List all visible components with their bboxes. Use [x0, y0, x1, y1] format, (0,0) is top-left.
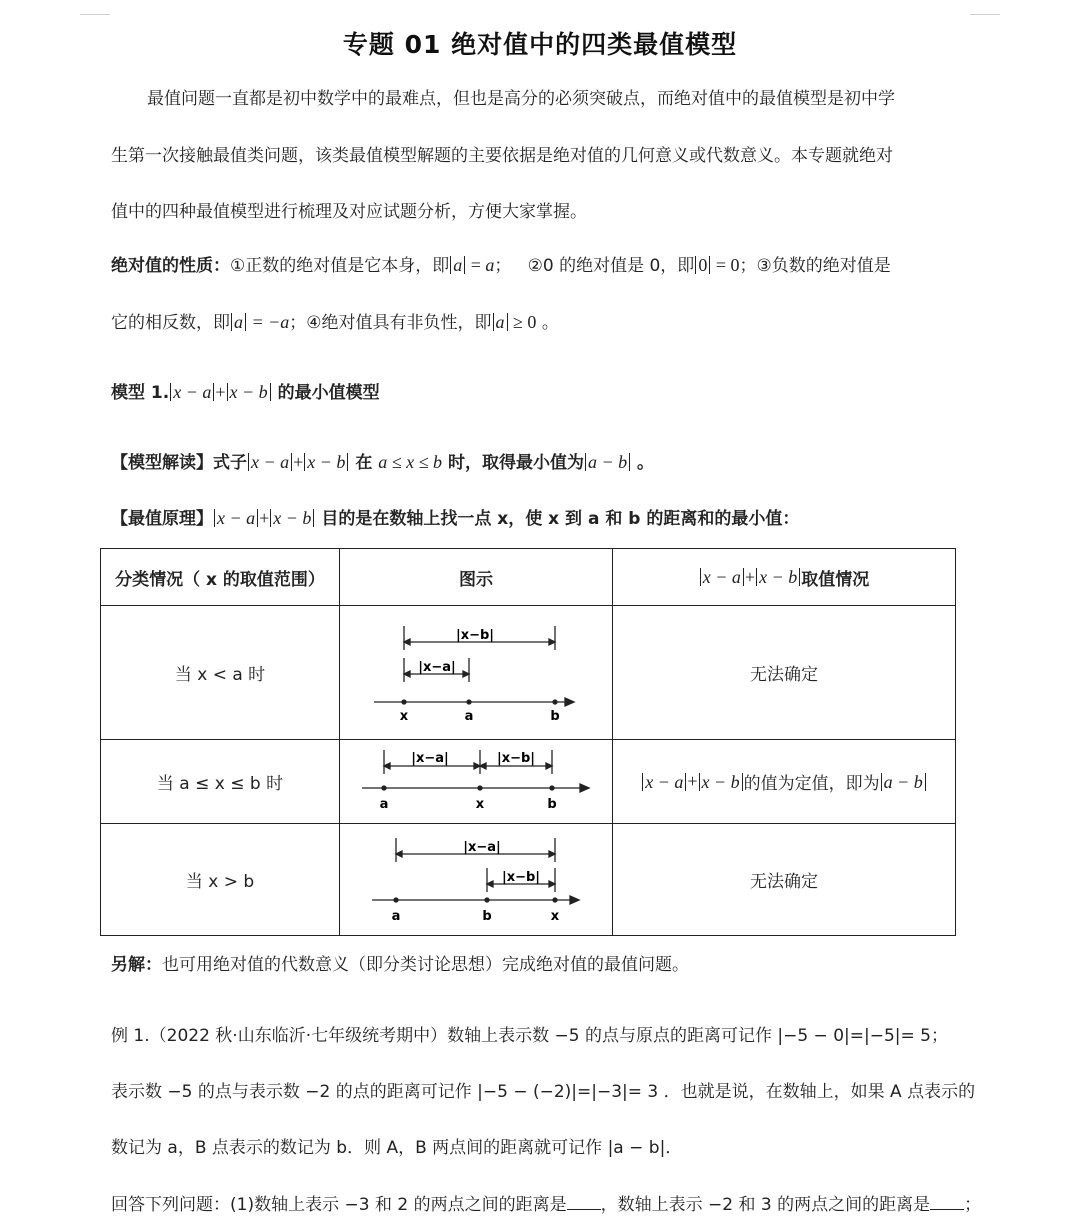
point-x-label: x: [550, 909, 560, 924]
point-b-label: b: [482, 909, 492, 924]
properties-label: 绝对值的性质：: [111, 256, 230, 276]
page-corner-mark-left: [80, 14, 110, 15]
label-x-minus-b: |x−b|: [455, 628, 495, 643]
abs-x-minus-a: x − a: [248, 453, 292, 471]
abs-a-minus-b: a − b: [881, 773, 926, 791]
label-x-minus-b: |x−b|: [496, 751, 536, 766]
page-corner-mark-right: [970, 14, 1000, 15]
semicolon: ；: [964, 1195, 982, 1215]
table-row-1-diagram: [340, 606, 612, 739]
table-header-diagram: 图示: [459, 569, 493, 590]
point-x-label: x: [475, 797, 485, 812]
abs-x-minus-b: x − b: [699, 773, 743, 791]
label-x-minus-a: |x−a|: [418, 660, 456, 675]
model-principle: [111, 507, 799, 530]
math-a: a: [485, 255, 495, 275]
abs-x-minus-a: x − a: [642, 773, 686, 791]
table-row-3-diagram: [340, 824, 612, 935]
question-text: ，数轴上表示 −2 和 3 的两点之间的距离是: [600, 1195, 931, 1215]
abs-x-minus-b: x − b: [227, 383, 271, 401]
abs-x-minus-b: x − b: [756, 568, 800, 586]
abs-a: a: [493, 313, 508, 331]
example-line-1: 例 1.（2022 秋·山东临沂·七年级统考期中）数轴上表示数 −5 的点与原点的距离可记作 |−5 − 0|=|−5|= 5；: [111, 1026, 948, 1046]
alt-label: 另解：: [111, 955, 162, 975]
number-line-diagram-x-greater-b: [340, 824, 612, 935]
point-b-label: b: [547, 797, 557, 812]
point-x-label: x: [399, 709, 409, 724]
equals: =: [466, 255, 486, 275]
answer-blank-1[interactable]: [567, 1193, 601, 1210]
page-title: 专题 01 绝对值中的四类最值模型: [342, 30, 738, 59]
table-row-3-case: 当 x > b: [185, 872, 255, 892]
point-b-label: b: [550, 709, 560, 724]
equals-zero: = 0: [711, 255, 740, 275]
abs-zero: 0: [695, 256, 710, 274]
value-header-suffix: 取值情况: [801, 569, 870, 590]
label-x-minus-a: |x−a|: [463, 840, 501, 855]
property-2-text: ②0 的绝对值是 0，即: [527, 256, 695, 276]
property-3-cont: 它的相反数，即: [111, 313, 230, 333]
abs-x-minus-a: x − a: [170, 383, 214, 401]
equals-neg-a: = −a: [247, 312, 290, 332]
plus: +: [259, 508, 270, 528]
answer-blank-2[interactable]: [930, 1193, 964, 1210]
result-text: 的值为定值，即为: [743, 774, 880, 794]
table-row-1-case: 当 x < a 时: [174, 665, 266, 685]
table-row-2-case: 当 a ≤ x ≤ b 时: [156, 774, 284, 794]
point-a-label: a: [464, 709, 474, 724]
table-row-2-result: [613, 740, 955, 823]
semicolon: ；: [494, 256, 512, 276]
interp-text: 式子: [213, 453, 247, 473]
intro-line-2: 生第一次接触最值类问题，该类最值模型解题的主要依据是绝对值的几何意义或代数意义。本专题就绝对: [111, 146, 893, 166]
alt-text: 也可用绝对值的代数意义（即分类讨论思想）完成绝对值的最值问题。: [162, 955, 689, 975]
principle-text: 目的是在数轴上找一点 x，使 x 到 a 和 b 的距离和的最小值：: [315, 509, 800, 529]
property-1-text: ①正数的绝对值是它本身，即: [230, 256, 450, 276]
properties-line-1: [111, 254, 891, 277]
principle-label: 【最值原理】: [111, 509, 213, 529]
interp-text: 时，取得最小值为: [442, 453, 584, 473]
point-a-label: a: [379, 797, 389, 812]
period: 。: [631, 453, 655, 473]
plus: +: [215, 382, 226, 402]
table-header-case: 分类情况（ x 的取值范围）: [115, 569, 325, 590]
interp-label: 【模型解读】: [111, 453, 213, 473]
model-1-suffix: 的最小值模型: [271, 383, 380, 403]
number-line-diagram-x-less-a: [340, 606, 612, 739]
example-line-3: 数记为 a，B 点表示的数记为 b．则 A，B 两点间的距离就可记作 |a − b|．: [111, 1138, 683, 1158]
plus: +: [744, 566, 756, 587]
alternative-solution: [111, 954, 689, 976]
property-4-text: ；④绝对值具有非负性，即: [289, 313, 492, 333]
abs-a: a: [450, 256, 465, 274]
abs-x-minus-a: x − a: [700, 568, 744, 586]
plus: +: [687, 771, 698, 791]
table-row-3-result: 无法确定: [750, 872, 818, 892]
ge-zero: ≥ 0: [508, 312, 537, 332]
period: 。: [536, 313, 559, 333]
example-question: [111, 1193, 981, 1216]
properties-line-2: [111, 311, 559, 334]
abs-x-minus-b: x − b: [304, 453, 348, 471]
property-3-text: ；③负数的绝对值是: [739, 256, 891, 276]
interp-range: a ≤ x ≤ b: [378, 452, 443, 472]
intro-line-3: 值中的四种最值模型进行梳理及对应试题分析，方便大家掌握。: [111, 202, 587, 222]
abs-x-minus-a: x − a: [214, 509, 258, 527]
plus: +: [293, 452, 304, 472]
point-a-label: a: [391, 909, 401, 924]
abs-a: a: [231, 313, 246, 331]
table-row-1-result: 无法确定: [750, 665, 818, 685]
abs-a-minus-b: a − b: [585, 453, 630, 471]
table-row-2-diagram: [340, 740, 612, 823]
number-line-diagram-x-between: [340, 740, 612, 823]
label-x-minus-b: |x−b|: [501, 870, 541, 885]
example-line-2: 表示数 −5 的点与表示数 −2 的点的距离可记作 |−5 − (−2)|=|−3|= 3 ．也就是说，在数轴上，如果 A 点表示的: [111, 1082, 976, 1102]
model-1-heading: [111, 381, 380, 404]
table-header-value: [613, 549, 955, 605]
label-x-minus-a: |x−a|: [411, 751, 449, 766]
model-1-prefix: 模型 1.: [111, 383, 170, 403]
interp-text: 在: [349, 453, 379, 473]
question-text: 回答下列问题：(1)数轴上表示 −3 和 2 的两点之间的距离是: [111, 1195, 567, 1215]
intro-line-1: 最值问题一直都是初中数学中的最难点，但也是高分的必须突破点，而绝对值中的最值模型是初中学: [147, 89, 895, 109]
model-table: [100, 548, 956, 936]
model-interpretation: [111, 451, 654, 474]
abs-x-minus-b: x − b: [270, 509, 314, 527]
